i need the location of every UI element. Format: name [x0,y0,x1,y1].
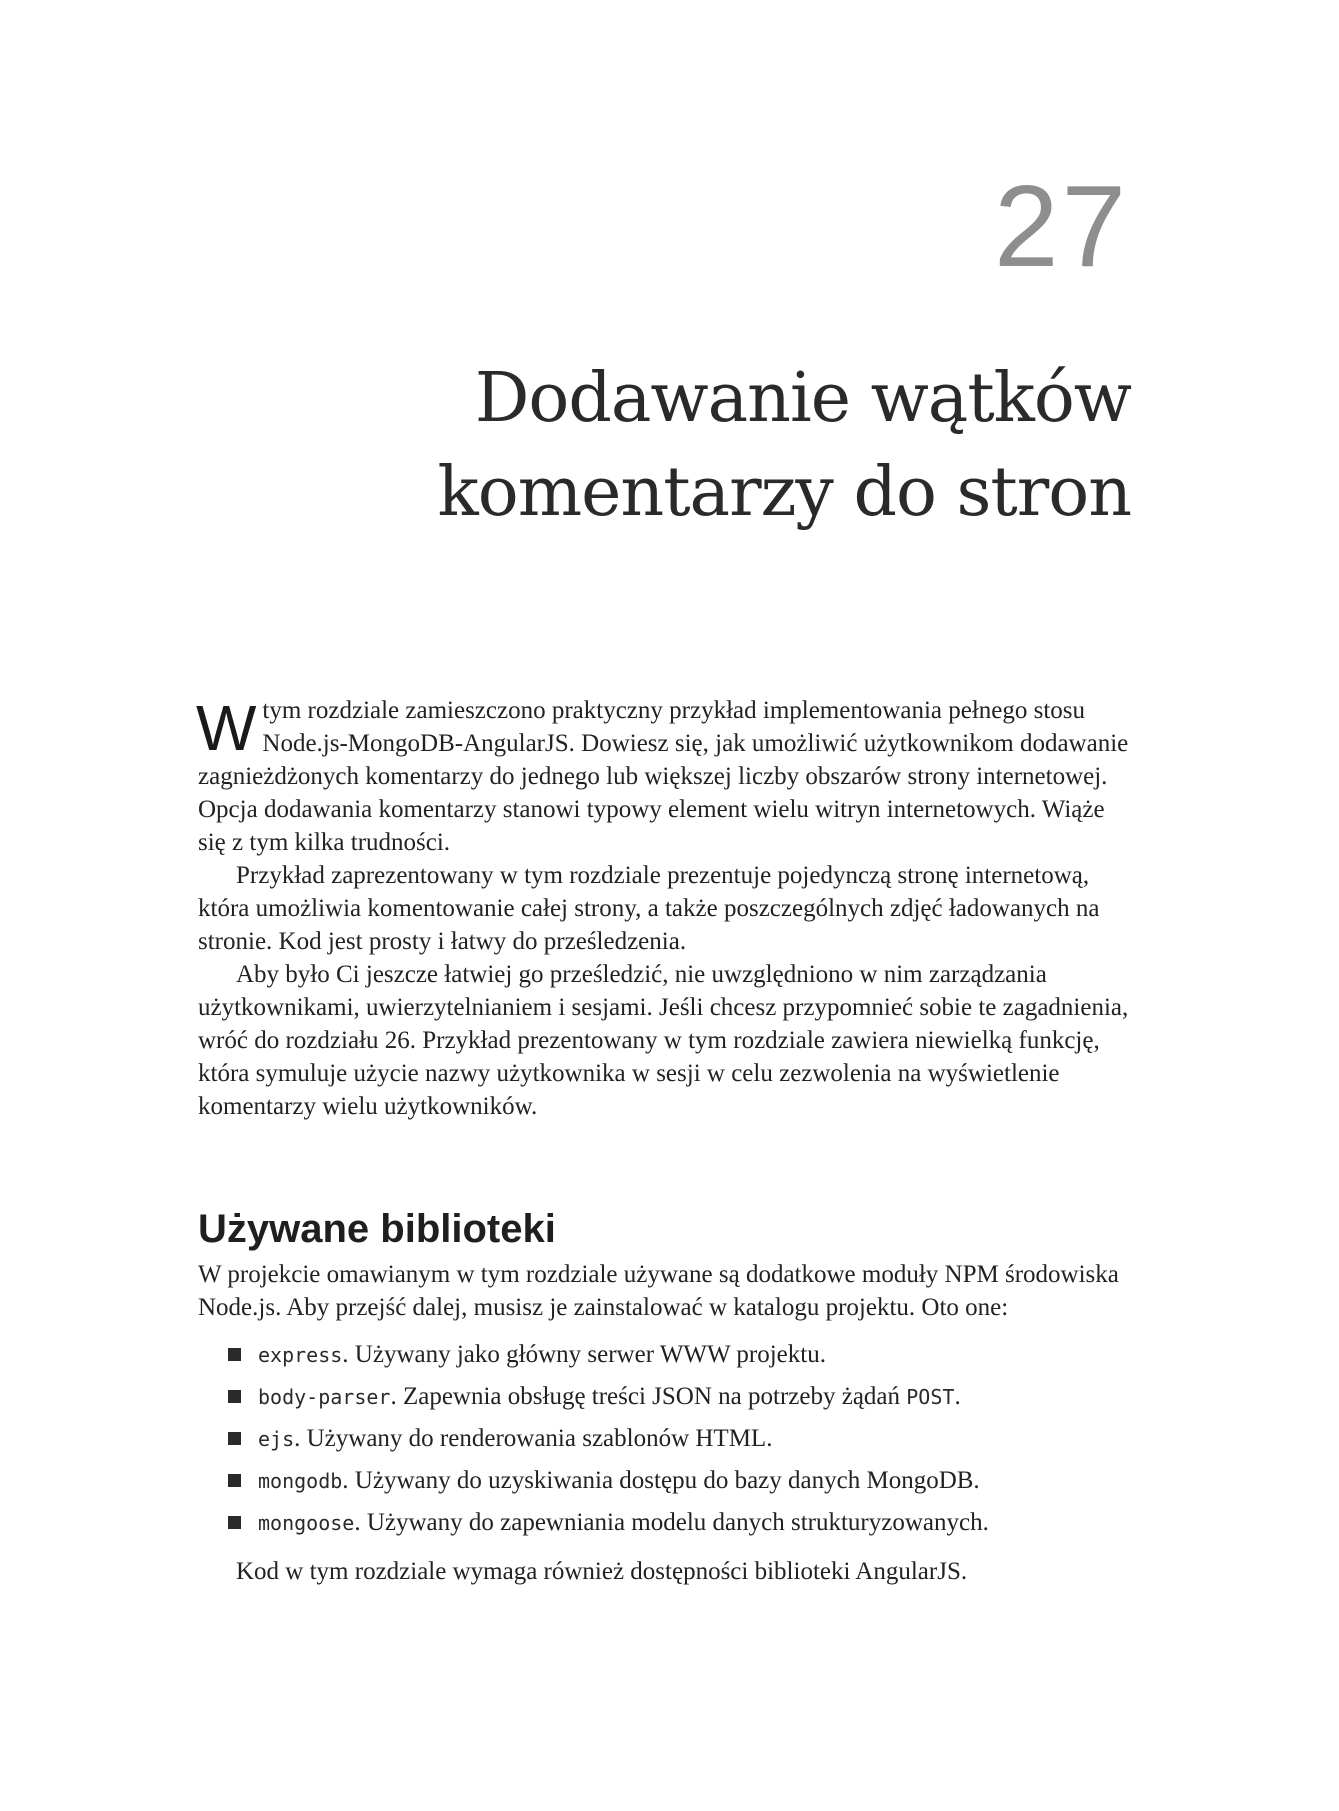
module-name: ejs [258,1427,295,1451]
module-description: . Używany do uzyskiwania dostępu do bazy danych MongoDB. [342,1467,980,1494]
module-name: express [258,1343,343,1367]
section-intro [198,1258,1138,1324]
module-description: . Używany do zapewniania modelu danych strukturyzowanych. [354,1509,989,1536]
bullet-square-icon [228,1348,241,1361]
chapter-title-line-1: Dodawanie wątków [474,359,1131,438]
list-item [228,1418,1128,1460]
section-intro-paragraph: W projekcie omawianym w tym rozdziale używane są dodatkowe moduły NPM środowiska Node.js. Aby przejść dalej, musisz je zainstalować w katalogu projektu. Oto one: [198,1261,1119,1321]
intro-paragraph-2: Przykład zaprezentowany w tym rozdziale prezentuje pojedynczą stronę internetową, która umożliwia komentowanie całej strony, a także poszczególnych zdjęć ładowanych na stronie. Kod jest prosty i łatwy do prześledzenia. [198,862,1100,955]
bullet-square-icon [228,1516,241,1529]
bullet-square-icon [228,1390,241,1403]
list-item [228,1460,1128,1502]
module-description: . Używany do renderowania szablonów HTML. [294,1425,773,1452]
intro-paragraph-3: Aby było Ci jeszcze łatwiej go prześledzić, nie uwzględniono w nim zarządzania użytkownikami, uwierzytelnianiem i sesjami. Jeśli chcesz przypomnieć sobie te zagadnienia, wróć do rozdziału 26. Przykład prezentowany w tym rozdziale zawiera niewielką funkcję, która symuluje użycie nazwy użytkownika w sesji w celu zezwolenia na wyświetlenie komentarzy wielu użytkowników. [198,961,1129,1120]
intro-paragraph-1 [198,694,1138,859]
closing-paragraph: Kod w tym rozdziale wymaga również dostępności biblioteki AngularJS. [236,1558,968,1585]
module-description: . Używany jako główny serwer WWW projektu. [342,1341,826,1368]
list-item [228,1334,1128,1376]
bullet-square-icon [228,1432,241,1445]
intro-paragraph-1-text: tym rozdziale zamieszczono praktyczny przykład implementowania pełnego stosu Node.js-MongoDB-AngularJS. Dowiesz się, jak umożliwić użytkownikom dodawanie zagnieżdżonych komentarzy do jednego lub większej liczby obszarów strony internetowej. Opcja dodawania komentarzy stanowi typowy element wielu witryn internetowych. Wiąże się z tym kilka trudności. [198,697,1129,856]
chapter-title-line-2: komentarzy do stron [437,453,1131,532]
list-item [228,1376,1128,1418]
section-heading: Używane biblioteki [198,1207,556,1251]
bullet-square-icon [228,1474,241,1487]
module-description: . Zapewnia obsługę treści JSON na potrzeby żądań [390,1383,907,1410]
chapter-title [438,352,1131,540]
http-method: POST [906,1385,955,1409]
module-name: mongoose [258,1511,355,1535]
module-name: mongodb [258,1469,343,1493]
intro-text [198,694,1138,1123]
drop-cap: W [196,692,257,764]
module-description-end: . [954,1383,961,1410]
module-name: body-parser [258,1385,391,1409]
list-item [228,1502,1128,1544]
chapter-number: 27 [993,161,1129,291]
library-list [228,1334,1128,1544]
